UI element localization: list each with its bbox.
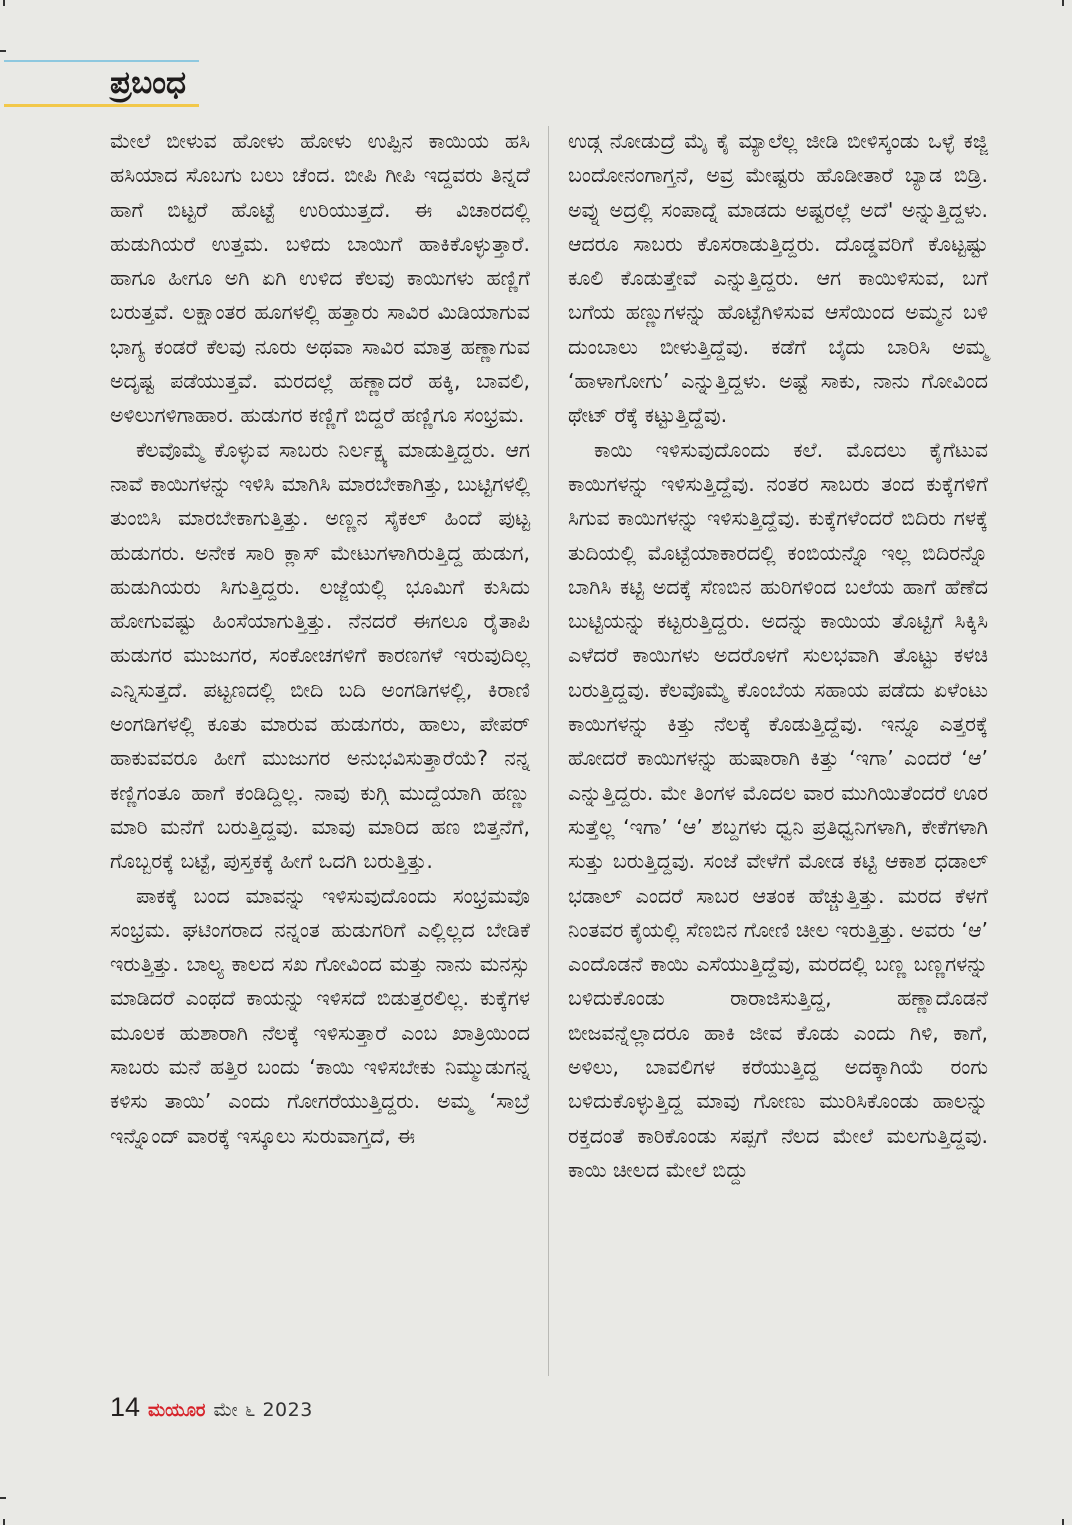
crop-mark [0, 1497, 6, 1499]
crop-mark [1062, 0, 1064, 6]
magazine-logo: ಮಯೂರ [148, 1400, 206, 1421]
column-divider [548, 126, 549, 1376]
section-rule-bottom [4, 104, 199, 107]
paragraph: ಪಾಕಕ್ಕೆ ಬಂದ ಮಾವನ್ನು ಇಳಿಸುವುದೊಂದು ಸಂಭ್ರಮವೊ ಸಂಭ್ರಮ. ಘಟಿಂಗರಾದ ನನ್ನಂತ ಹುಡುಗರಿಗೆ ಎಲ್ಲಿಲ್ಲದ ಬೇಡಿಕೆ ಇರುತ್ತಿತ್ತು. ಬಾಲ್ಯ ಕಾಲದ ಸಖ ಗೋವಿಂದ ಮತ್ತು ನಾನು ಮನಸ್ಸು ಮಾಡಿದರೆ ಎಂಥದೆ ಕಾಯನ್ನು ಇಳಿಸದೆ ಬಿಡುತ್ತರಲಿಲ್ಲ. ಕುಕ್ಕೆಗಳ ಮೂಲಕ ಹುಶಾರಾಗಿ ನೆಲಕ್ಕೆ ಇಳಿಸುತ್ತಾರೆ ಎಂಬ ಖಾತ್ರಿಯಿಂದ ಸಾಬರು ಮನೆ ಹತ್ತಿರ ಬಂದು ‘ಕಾಯಿ ಇಳಿಸಬೇಕು ನಿಮ್ಮುಡುಗನ್ನ ಕಳಿಸು ತಾಯಿ’ ಎಂದು ಗೋಗರೆಯುತ್ತಿದ್ದರು. ಅಮ್ಮ ‘ಸಾಬ್ರೆ ಇನ್ನೊಂದ್ ವಾರಕ್ಕೆ ಇಸ್ಕೂಲು ಸುರುವಾಗ್ತದೆ, ಈ [110, 883, 530, 1148]
issue-date: ಮೇ ೬ 2023 [213, 1399, 313, 1421]
section-title: ಪ್ರಬಂಧ [110, 65, 186, 101]
paragraph: ಉಡ್ಗ ನೋಡುದ್ರೆ ಮೈ ಕೈ ಮ್ಯಾಲೆಲ್ಲ ಜೀಡಿ ಬೀಳಿಸ್ಕಂಡು ಒಳ್ಳೆ ಕಜ್ಜಿ ಬಂದೋನಂಗಾಗ್ತನೆ, ಅವ್ರ ಮೇಷ್ಟರು ಹೊಡೀತಾರೆ ಬ್ಯಾಡ ಬಿಡ್ರಿ. ಅವ್ನು ಅದ್ರಲ್ಲಿ ಸಂಪಾದ್ನೆ ಮಾಡದು ಅಷ್ಟರಲ್ಲೆ ಅದೆ' ಅನ್ನುತ್ತಿದ್ದಳು. ಆದರೂ ಸಾಬರು ಕೊಸರಾಡುತ್ತಿದ್ದರು. ದೊಡ್ಡವರಿಗೆ ಕೊಟ್ಟಷ್ಟು ಕೂಲಿ ಕೊಡುತ್ತೇವೆ ಎನ್ನುತ್ತಿದ್ದರು. ಆಗ ಕಾಯಿಳಿಸುವ, ಬಗೆ ಬಗೆಯ ಹಣ್ಣುಗಳನ್ನು ಹೊಟ್ಟೆಗಿಳಿಸುವ ಆಸೆಯಿಂದ ಅಮ್ಮನ ಬಳಿ ದುಂಬಾಲು ಬೀಳುತ್ತಿದ್ದೆವು. ಕಡೆಗೆ ಬೈದು ಬಾರಿಸಿ ಅಮ್ಮ ‘ಹಾಳಾಗೋಗು’ ಎನ್ನುತ್ತಿದ್ದಳು. ಅಷ್ಟೆ ಸಾಕು, ನಾನು ಗೋವಿಂದ ಥೇಟ್ ರೆಕ್ಕೆ ಕಟ್ಟುತ್ತಿದ್ದೆವು. [568, 129, 988, 428]
paragraph: ಮೇಲೆ ಬೀಳುವ ಹೋಳು ಹೋಳು ಉಪ್ಪಿನ ಕಾಯಿಯ ಹಸಿ ಹಸಿಯಾದ ಸೊಬಗು ಬಲು ಚೆಂದ. ಬೀಪಿ ಗೀಪಿ ಇದ್ದವರು ತಿನ್ನದೆ ಹಾಗೆ ಬಿಟ್ಟರೆ ಹೊಟ್ಟೆ ಉರಿಯುತ್ತದೆ. ಈ ವಿಚಾರದಲ್ಲಿ ಹುಡುಗಿಯರೆ ಉತ್ತಮ. ಬಳಿದು ಬಾಯಿಗೆ ಹಾಕಿಕೊಳ್ಳುತ್ತಾರೆ. ಹಾಗೂ ಹೀಗೂ ಅಗಿ ಏಗಿ ಉಳಿದ ಕೆಲವು ಕಾಯಿಗಳು ಹಣ್ಣಿಗೆ ಬರುತ್ತವೆ. ಲಕ್ಷಾಂತರ ಹೂಗಳಲ್ಲಿ ಹತ್ತಾರು ಸಾವಿರ ಮಿಡಿಯಾಗುವ ಭಾಗ್ಯ ಕಂಡರೆ ಕೆಲವು ನೂರು ಅಥವಾ ಸಾವಿರ ಮಾತ್ರ ಹಣ್ಣಾಗುವ ಅದೃಷ್ಟ ಪಡೆಯುತ್ತವೆ. ಮರದಲ್ಲೆ ಹಣ್ಣಾದರೆ ಹಕ್ಕಿ, ಬಾವಲಿ, ಅಳಿಲುಗಳಿಗಾಹಾರ. ಹುಡುಗರ ಕಣ್ಣಿಗೆ ಬಿದ್ದರೆ ಹಣ್ಣಿಗೂ ಸಂಭ್ರಮ. [110, 129, 530, 428]
article-right-column [568, 124, 988, 1187]
page-footer [110, 1392, 313, 1428]
crop-mark [1062, 1519, 1064, 1525]
article-left-column [110, 124, 530, 1153]
crop-mark [0, 50, 6, 52]
section-rule-top [4, 60, 199, 62]
crop-mark [3, 1519, 5, 1525]
page-number: 14 [110, 1392, 141, 1422]
paragraph: ಕಾಯಿ ಇಳಿಸುವುದೊಂದು ಕಲೆ. ಮೊದಲು ಕೈಗೆಟುವ ಕಾಯಿಗಳನ್ನು ಇಳಿಸುತ್ತಿದ್ದೆವು. ನಂತರ ಸಾಬರು ತಂದ ಕುಕ್ಕೆಗಳಿಗೆ ಸಿಗುವ ಕಾಯಿಗಳನ್ನು ಇಳಿಸುತ್ತಿದ್ದೆವು. ಕುಕ್ಕೆಗಳೆಂದರೆ ಬಿದಿರು ಗಳಕ್ಕೆ ತುದಿಯಲ್ಲಿ ಮೊಟ್ಟೆಯಾಕಾರದಲ್ಲಿ ಕಂಬಿಯನ್ನೊ ಇಲ್ಲ ಬಿದಿರನ್ನೊ ಬಾಗಿಸಿ ಕಟ್ಟಿ ಅದಕ್ಕೆ ಸೆಣಬಿನ ಹುರಿಗಳಿಂದ ಬಲೆಯ ಹಾಗೆ ಹೆಣೆದ ಬುಟ್ಟಿಯನ್ನು ಕಟ್ಟರುತ್ತಿದ್ದರು. ಅದನ್ನು ಕಾಯಿಯ ತೊಟ್ಟಿಗೆ ಸಿಕ್ಕಿಸಿ ಎಳೆದರೆ ಕಾಯಿಗಳು ಅದರೊಳಗೆ ಸುಲಭವಾಗಿ ತೊಟ್ಟು ಕಳಚಿ ಬರುತ್ತಿದ್ದವು. ಕೆಲವೊಮ್ಮೆ ಕೊಂಬೆಯ ಸಹಾಯ ಪಡೆದು ಏಳೆಂಟು ಕಾಯಿಗಳನ್ನು ಕಿತ್ತು ನೆಲಕ್ಕೆ ಕೊಡುತ್ತಿದ್ದೆವು. ಇನ್ನೂ ಎತ್ತರಕ್ಕೆ ಹೋದರೆ ಕಾಯಿಗಳನ್ನು ಹುಷಾರಾಗಿ ಕಿತ್ತು ‘ಇಗಾ’ ಎಂದರೆ ‘ಆ’ ಎನ್ನುತ್ತಿದ್ದರು. ಮೇ ತಿಂಗಳ ಮೊದಲ ವಾರ ಮುಗಿಯಿತೆಂದರೆ ಊರ ಸುತ್ತೆಲ್ಲ ‘ಇಗಾ’ ‘ಆ’ ಶಬ್ದಗಳು ಧ್ವನಿ ಪ್ರತಿಧ್ವನಿಗಳಾಗಿ, ಕೇಕೆಗಳಾಗಿ ಸುತ್ತು ಬರುತ್ತಿದ್ದವು. ಸಂಜೆ ವೇಳೆಗೆ ಮೋಡ ಕಟ್ಟಿ ಆಕಾಶ ಧಡಾಲ್ ಭಡಾಲ್ ಎಂದರೆ ಸಾಬರ ಆತಂಕ ಹೆಚ್ಚುತ್ತಿತ್ತು. ಮರದ ಕೆಳಗೆ ನಿಂತವರ ಕೈಯಲ್ಲಿ ಸೆಣಬಿನ ಗೋಣಿ ಚೀಲ ಇರುತ್ತಿತ್ತು. ಅವರು ‘ಆ’ ಎಂದೊಡನೆ ಕಾಯಿ ಎಸೆಯುತ್ತಿದ್ದೆವು, ಮರದಲ್ಲಿ ಬಣ್ಣ ಬಣ್ಣಗಳನ್ನು ಬಳಿದುಕೊಂಡು ರಾರಾಜಿಸುತ್ತಿದ್ದ, ಹಣ್ಣಾದೊಡನೆ ಬೀಜವನ್ನೆಲ್ಲಾದರೂ ಹಾಕಿ ಜೀವ ಕೊಡು ಎಂದು ಗಿಳಿ, ಕಾಗೆ, ಅಳಿಲು, ಬಾವಲಿಗಳ ಕರೆಯುತ್ತಿದ್ದ ಅದಕ್ಕಾಗಿಯೆ ರಂಗು ಬಳಿದುಕೊಳ್ಳುತ್ತಿದ್ದ ಮಾವು ಗೋಣು ಮುರಿಸಿಕೊಂಡು ಹಾಲನ್ನು ರಕ್ತದಂತೆ ಕಾರಿಕೊಂಡು ಸಪ್ಪಗೆ ನೆಲದ ಮೇಲೆ ಮಲಗುತ್ತಿದ್ದವು. ಕಾಯಿ ಚೀಲದ ಮೇಲೆ ಬಿದ್ದು [568, 437, 988, 1182]
paragraph: ಕೆಲವೊಮ್ಮೆ ಕೊಳ್ಳುವ ಸಾಬರು ನಿರ್ಲಕ್ಷ್ಯ ಮಾಡುತ್ತಿದ್ದರು. ಆಗ ನಾವೆ ಕಾಯಿಗಳನ್ನು ಇಳಿಸಿ ಮಾಗಿಸಿ ಮಾರಬೇಕಾಗಿತ್ತು, ಬುಟ್ಟಿಗಳಲ್ಲಿ ತುಂಬಿಸಿ ಮಾರಬೇಕಾಗುತ್ತಿತ್ತು. ಅಣ್ಣನ ಸೈಕಲ್ ಹಿಂದೆ ಪುಟ್ಟ ಹುಡುಗರು. ಅನೇಕ ಸಾರಿ ಕ್ಲಾಸ್ ಮೇಟುಗಳಾಗಿರುತ್ತಿದ್ದ ಹುಡುಗ, ಹುಡುಗಿಯರು ಸಿಗುತ್ತಿದ್ದರು. ಲಜ್ಜೆಯಲ್ಲಿ ಭೂಮಿಗೆ ಕುಸಿದು ಹೋಗುವಷ್ಟು ಹಿಂಸೆಯಾಗುತ್ತಿತ್ತು. ನೆನದರೆ ಈಗಲೂ ರೈತಾಪಿ ಹುಡುಗರ ಮುಜುಗರ, ಸಂಕೋಚಗಳಿಗೆ ಕಾರಣಗಳೆ ಇರುವುದಿಲ್ಲ ಎನ್ನಿಸುತ್ತದೆ. ಪಟ್ಟಣದಲ್ಲಿ ಬೀದಿ ಬದಿ ಅಂಗಡಿಗಳಲ್ಲಿ, ಕಿರಾಣಿ ಅಂಗಡಿಗಳಲ್ಲಿ ಕೂತು ಮಾರುವ ಹುಡುಗರು, ಹಾಲು, ಪೇಪರ್ ಹಾಕುವವರೂ ಹೀಗೆ ಮುಜುಗರ ಅನುಭವಿಸುತ್ತಾರೆಯೆ? ನನ್ನ ಕಣ್ಣಿಗಂತೂ ಹಾಗೆ ಕಂಡಿದ್ದಿಲ್ಲ. ನಾವು ಕುಗ್ಗಿ ಮುದ್ದೆಯಾಗಿ ಹಣ್ಣು ಮಾರಿ ಮನೆಗೆ ಬರುತ್ತಿದ್ದವು. ಮಾವು ಮಾರಿದ ಹಣ ಬಿತ್ತನೆಗೆ, ಗೊಬ್ಬರಕ್ಕೆ ಬಟ್ಟೆ, ಪುಸ್ತಕಕ್ಕೆ ಹೀಗೆ ಒದಗಿ ಬರುತ್ತಿತ್ತು. [110, 437, 530, 874]
crop-mark [3, 0, 5, 6]
